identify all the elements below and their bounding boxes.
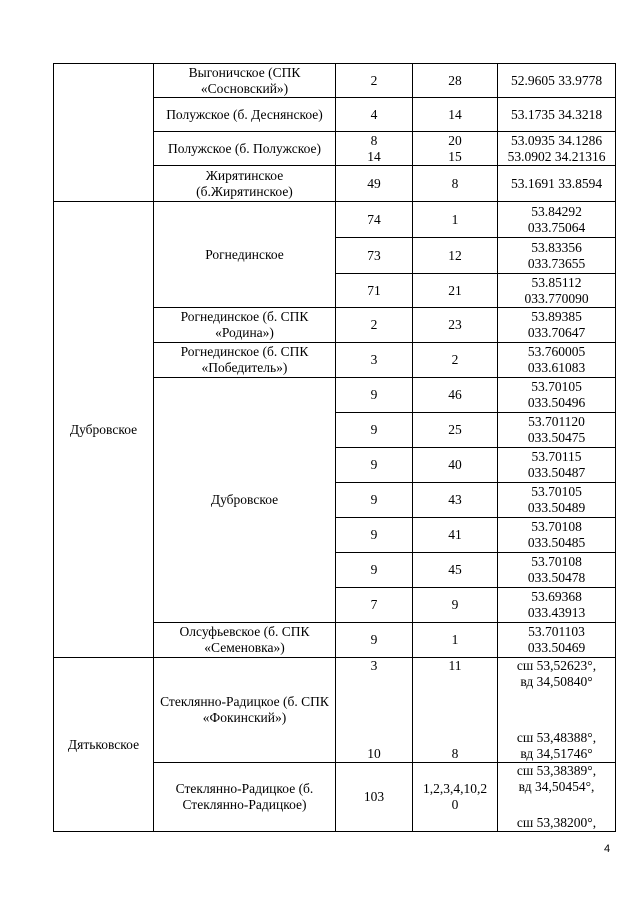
value-bottom: 8 <box>451 746 459 761</box>
coords-cell: 52.9605 33.9778 <box>498 64 616 98</box>
settlement-cell: Выгоничское (СПК «Сосновский») <box>154 64 336 98</box>
value-cell: 9 <box>336 448 413 483</box>
coords-cell: 53.1691 33.8594 <box>498 166 616 202</box>
coords-cell: 53.760005 033.61083 <box>498 343 616 378</box>
value-cell: 7 <box>336 588 413 623</box>
value-cell: 25 <box>413 413 498 448</box>
coords-cell <box>498 763 616 832</box>
value-cell: 103 <box>336 763 413 832</box>
value-cell: 73 <box>336 238 413 274</box>
coords-cell: 53.89385 033.70647 <box>498 308 616 343</box>
coords-cell: 53.69368 033.43913 <box>498 588 616 623</box>
value-cell: 9 <box>336 413 413 448</box>
value-cell: 12 <box>413 238 498 274</box>
coords-cell: 53.70108 033.50478 <box>498 553 616 588</box>
coords-top: сш 53,52623°, вд 34,50840° <box>516 658 597 689</box>
coords-cell: 53.70105 033.50496 <box>498 378 616 413</box>
table-row <box>54 202 616 238</box>
value-cell: 20 15 <box>413 132 498 166</box>
value-cell <box>336 658 413 763</box>
value-cell: 46 <box>413 378 498 413</box>
settlement-cell: Рогнединское (б. СПК «Победитель») <box>154 343 336 378</box>
value-cell: 43 <box>413 483 498 518</box>
value-cell: 14 <box>413 98 498 132</box>
coords-cell: 53.701120 033.50475 <box>498 413 616 448</box>
value-cell: 9 <box>336 623 413 658</box>
value-cell: 9 <box>336 518 413 553</box>
value-top: 11 <box>448 658 462 673</box>
value-cell: 9 <box>336 483 413 518</box>
district-cell-continued <box>54 64 154 202</box>
value-cell: 1 <box>413 202 498 238</box>
value-cell: 41 <box>413 518 498 553</box>
value-cell: 45 <box>413 553 498 588</box>
coords-cell: 53.83356 033.73655 <box>498 238 616 274</box>
value-cell: 9 <box>336 378 413 413</box>
value-cell: 4 <box>336 98 413 132</box>
settlements-table <box>53 63 616 832</box>
value-cell: 8 <box>413 166 498 202</box>
value-cell: 2 <box>336 64 413 98</box>
settlement-cell: Рогнединское <box>154 202 336 308</box>
coords-cell: 53.70115 033.50487 <box>498 448 616 483</box>
coords-cell: 53.0935 34.1286 53.0902 34.21316 <box>498 132 616 166</box>
settlement-cell: Дубровское <box>154 378 336 623</box>
coords-cell: 53.84292 033.75064 <box>498 202 616 238</box>
coords-bottom: сш 53,38200°, <box>516 815 597 830</box>
district-cell: Дятьковское <box>54 658 154 832</box>
value-cell: 1 <box>413 623 498 658</box>
value-cell: 21 <box>413 274 498 308</box>
district-cell: Дубровское <box>54 202 154 658</box>
value-cell: 2 <box>336 308 413 343</box>
settlement-cell: Стеклянно-Радицкое (б. СПК «Фокинский») <box>154 658 336 763</box>
coords-cell: 53.85112 033.770090 <box>498 274 616 308</box>
settlement-cell: Рогнединское (б. СПК «Родина») <box>154 308 336 343</box>
value-cell: 74 <box>336 202 413 238</box>
value-bottom: 10 <box>367 746 381 761</box>
page-number: 4 <box>604 843 611 855</box>
settlement-cell: Жирятинское (б.Жирятинское) <box>154 166 336 202</box>
coords-cell <box>498 658 616 763</box>
coords-cell: 53.1735 34.3218 <box>498 98 616 132</box>
settlement-cell: Стеклянно-Радицкое (б. Стеклянно-Радицкое) <box>154 763 336 832</box>
value-cell: 28 <box>413 64 498 98</box>
coords-cell: 53.70105 033.50489 <box>498 483 616 518</box>
coords-cell: 53.70108 033.50485 <box>498 518 616 553</box>
settlement-cell: Полужское (б. Полужское) <box>154 132 336 166</box>
value-cell: 2 <box>413 343 498 378</box>
value-cell: 9 <box>336 553 413 588</box>
table-row <box>54 658 616 763</box>
value-cell: 9 <box>413 588 498 623</box>
settlement-cell: Полужское (б. Деснянское) <box>154 98 336 132</box>
value-cell: 1,2,3,4,10,2 0 <box>413 763 498 832</box>
value-cell: 40 <box>413 448 498 483</box>
coords-cell: 53.701103 033.50469 <box>498 623 616 658</box>
coords-bottom: сш 53,48388°, вд 34,51746° <box>516 730 597 761</box>
coords-top: сш 53,38389°, вд 34,50454°, <box>516 763 597 794</box>
value-cell: 71 <box>336 274 413 308</box>
value-cell: 49 <box>336 166 413 202</box>
value-cell: 8 14 <box>336 132 413 166</box>
value-cell: 23 <box>413 308 498 343</box>
value-cell <box>413 658 498 763</box>
table-row <box>54 64 616 98</box>
settlement-cell: Олсуфьевское (б. СПК «Семеновка») <box>154 623 336 658</box>
value-top: 3 <box>370 658 378 673</box>
value-cell: 3 <box>336 343 413 378</box>
